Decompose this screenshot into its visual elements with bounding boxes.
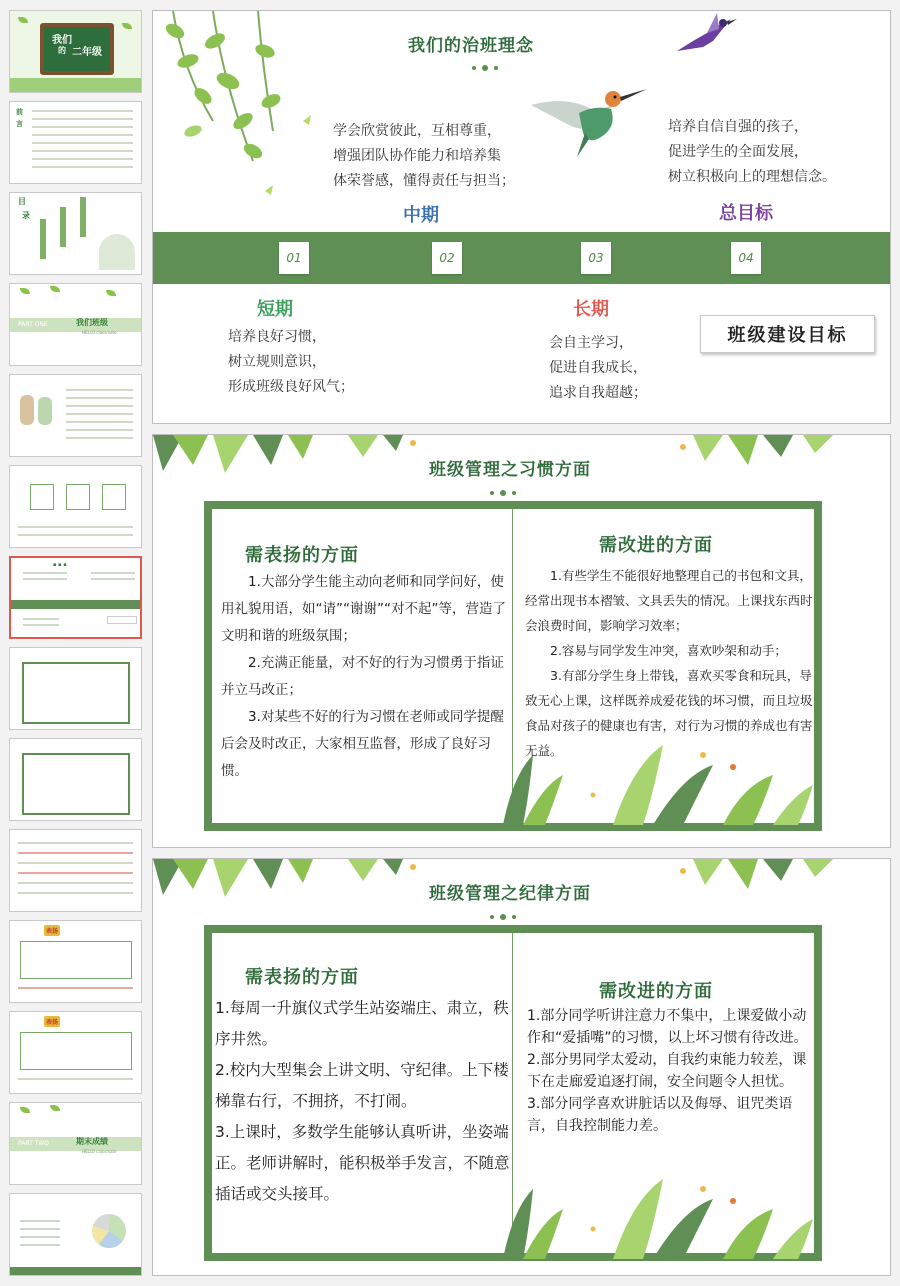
improve-content: 1.部分同学听讲注意力不集中，上课爱做小动作和“爱插嘴”的习惯，以上坏习惯有待改进。 2.部分男同学太爱动，自我约束能力较差，课下在走廊爱追逐打闹，安全问题令人担忧。 3.部分同学喜欢讲脏话以及侮辱、诅咒类语言，自我控制能力差。 bbox=[527, 1008, 808, 1134]
thumb-part-label: PART TWO bbox=[18, 1140, 49, 1147]
slide-thumbnail-9[interactable] bbox=[9, 738, 142, 821]
thumb-part-subtitle: HELLO classmate bbox=[82, 330, 117, 335]
thumb-text-line bbox=[18, 852, 133, 854]
slide-thumbnail-4[interactable] bbox=[9, 283, 142, 366]
slide-thumbnail-5[interactable] bbox=[9, 374, 142, 457]
praise-content: 1.每周一升旗仪式学生站姿端庄、肃立，秩序井然。 2.校内大型集会上讲文明、守纪律。上下楼梯靠右行，不拥挤，不打闹。 3.上课时，多数学生能够认真听讲，坐姿端正。老师讲解时，能积极举手发言，不随意插话或交头接耳。 bbox=[215, 999, 510, 1203]
thumb-panel bbox=[20, 941, 132, 979]
thumb-text-line bbox=[20, 1244, 60, 1246]
slide-title: 班级管理之习惯方面 bbox=[429, 460, 591, 480]
thumb-text-line bbox=[66, 413, 133, 415]
improve-heading: 需改进的方面 bbox=[599, 535, 713, 556]
slide-class-philosophy bbox=[152, 10, 891, 424]
thumb-text-line bbox=[23, 578, 67, 580]
thumb-text-line bbox=[66, 421, 133, 423]
step-number-04: 04 bbox=[731, 242, 761, 274]
leaf-decoration-icon bbox=[20, 1107, 30, 1113]
thumb-text-line bbox=[32, 166, 133, 168]
slide-thumbnail-panel bbox=[0, 0, 150, 1286]
leaf-decoration-icon bbox=[106, 290, 116, 296]
mid-term-text: 学会欣赏彼此，互相尊重， 增强团队协作能力和培养集 体荣誉感，懂得责任与担当； bbox=[333, 123, 515, 189]
leaf-decoration-icon bbox=[50, 1105, 60, 1111]
thumb-text-line bbox=[23, 618, 59, 620]
bottom-plants-decoration bbox=[493, 1169, 823, 1259]
thumb-text-line bbox=[32, 134, 133, 136]
thumb-text-line bbox=[18, 872, 133, 874]
class-building-goal-box: 班级建设目标 bbox=[700, 315, 875, 353]
thumb-title-text: 二年级 bbox=[72, 47, 102, 58]
title-dots-decoration bbox=[487, 904, 519, 910]
hanging-vine-icon bbox=[153, 11, 313, 211]
thumb-text-line bbox=[18, 987, 133, 989]
title-dots-decoration bbox=[469, 55, 501, 61]
thumb-heading: 言 bbox=[16, 120, 23, 128]
willow-tree-icon bbox=[99, 234, 135, 270]
thumb-text-line bbox=[32, 118, 133, 120]
improve-heading: 需改进的方面 bbox=[599, 981, 713, 1002]
thumb-text-line bbox=[66, 397, 133, 399]
thumb-text-line bbox=[20, 1236, 60, 1238]
praise-heading: 需表扬的方面 bbox=[245, 545, 359, 566]
thumb-title-text: 的 bbox=[58, 46, 66, 55]
thumb-toc-bar bbox=[80, 197, 86, 237]
mid-term-label: 中期 bbox=[403, 205, 439, 226]
thumb-toc-bar bbox=[60, 207, 66, 247]
leaf-decoration-icon bbox=[18, 17, 28, 23]
thumb-part-title: 我们班级 bbox=[76, 318, 108, 327]
thumb-part-subtitle: HELLO classmate bbox=[82, 1149, 117, 1154]
long-term-label: 长期 bbox=[573, 299, 609, 320]
thumb-text-line bbox=[18, 842, 133, 844]
slide-title: 班级管理之纪律方面 bbox=[429, 884, 591, 904]
thumb-text-line bbox=[32, 126, 133, 128]
step-number-02: 02 bbox=[432, 242, 462, 274]
thumb-text-line bbox=[91, 578, 135, 580]
improve-content: 1.有些学生不能很好地整理自己的书包和文具，经常出现书本褶皱、文具丢失的情况。上课找东西时会浪费时间，影响学习效率； 2.容易与同学发生冲突，喜欢吵架和动手； 3.有部分学生身上带钱，喜欢买零食和玩具，导致无心上课，这样既养成爱花钱的坏习惯，而且垃圾食品对孩子的健康也有害，对行为习惯的养成也有害无益。 bbox=[525, 568, 813, 758]
thumb-text-line bbox=[32, 142, 133, 144]
thumb-text-line bbox=[32, 110, 133, 112]
thumb-title-text: ▪ ▪ ▪ bbox=[53, 562, 67, 568]
leaf-decoration-icon bbox=[122, 23, 132, 29]
slide-thumbnail-6[interactable] bbox=[9, 465, 142, 548]
thumb-text-line bbox=[18, 862, 133, 864]
thumb-text-line bbox=[66, 429, 133, 431]
slide-title: 我们的治班理念 bbox=[408, 36, 534, 56]
overall-goal-label: 总目标 bbox=[719, 203, 773, 224]
thumb-text-line bbox=[32, 158, 133, 160]
child-figure-icon bbox=[38, 397, 52, 425]
thumb-text-line bbox=[91, 572, 135, 574]
slide-thumbnail-8[interactable] bbox=[9, 647, 142, 730]
thumb-band bbox=[11, 600, 140, 609]
hummingbird-purple-icon bbox=[673, 11, 737, 63]
thumb-text-line bbox=[23, 572, 67, 574]
thumb-panel bbox=[20, 1032, 132, 1070]
thumb-text-line bbox=[66, 405, 133, 407]
step-number-01: 01 bbox=[279, 242, 309, 274]
child-figure-icon bbox=[20, 395, 34, 425]
praise-badge: 表扬 bbox=[44, 1016, 60, 1027]
thumb-text-line bbox=[23, 624, 59, 626]
slide-thumbnail-13[interactable] bbox=[9, 1102, 142, 1185]
thumb-frame bbox=[22, 753, 130, 815]
slide-thumbnail-1[interactable] bbox=[9, 10, 142, 93]
short-term-text: 培养良好习惯， 树立规则意识， 形成班级良好风气； bbox=[228, 329, 354, 395]
thumb-text-line bbox=[66, 437, 133, 439]
slide-thumbnail-12[interactable] bbox=[9, 1011, 142, 1094]
slide-thumbnail-10[interactable] bbox=[9, 829, 142, 912]
thumb-toc-bar bbox=[40, 219, 46, 259]
thumb-text-line bbox=[18, 534, 133, 536]
thumb-part-title: 期末成绩 bbox=[76, 1137, 108, 1146]
thumb-text-line bbox=[32, 150, 133, 152]
thumb-photo-box bbox=[30, 484, 54, 510]
praise-badge: 表扬 bbox=[44, 925, 60, 936]
thumb-heading: 目 bbox=[18, 197, 26, 206]
thumb-text-line bbox=[18, 526, 133, 528]
thumb-photo-box bbox=[102, 484, 126, 510]
chalkboard-icon bbox=[40, 23, 114, 75]
thumb-heading: 前 bbox=[16, 108, 23, 116]
leaf-decoration-icon bbox=[20, 288, 30, 294]
praise-heading: 需表扬的方面 bbox=[245, 967, 359, 988]
slide-thumbnail-7-current[interactable] bbox=[9, 556, 142, 639]
thumb-text-line bbox=[18, 1078, 133, 1080]
praise-content: 1.大部分学生能主动向老师和同学问好，使用礼貌用语，如“请”“谢谢”“对不起”等，营造了文明和谐的班级氛围； 2.充满正能量，对不好的行为习惯勇于指证并立马改正； 3.对某些不好的行为习惯在老师或同学提醒后会及时改正，大家相互监督，形成了良好习惯。 bbox=[221, 574, 506, 779]
thumb-text-line bbox=[66, 389, 133, 391]
thumb-frame bbox=[22, 662, 130, 724]
slide-discipline-management bbox=[152, 858, 891, 1276]
hummingbird-green-icon bbox=[529, 75, 647, 159]
leaf-decoration-icon bbox=[50, 286, 60, 292]
thumb-photo-box bbox=[66, 484, 90, 510]
slide-thumbnail-14[interactable] bbox=[9, 1193, 142, 1276]
grass-decoration bbox=[10, 78, 141, 92]
thumb-text-line bbox=[20, 1220, 60, 1222]
pie-chart-icon bbox=[92, 1214, 126, 1248]
slide-thumbnail-2[interactable] bbox=[9, 101, 142, 184]
title-dots-decoration bbox=[487, 480, 519, 486]
timeline-band bbox=[153, 232, 891, 284]
thumb-band bbox=[10, 1267, 141, 1275]
thumb-text-line bbox=[18, 892, 133, 894]
slide-thumbnail-3[interactable] bbox=[9, 192, 142, 275]
slide-thumbnail-11[interactable] bbox=[9, 920, 142, 1003]
thumb-text-line bbox=[20, 1228, 60, 1230]
thumb-part-label: PART ONE bbox=[18, 321, 48, 328]
overall-goal-text: 培养自信自强的孩子， 促进学生的全面发展， 树立积极向上的理想信念。 bbox=[668, 119, 836, 185]
short-term-label: 短期 bbox=[257, 299, 293, 320]
thumb-text-line bbox=[18, 882, 133, 884]
thumb-heading: 录 bbox=[22, 211, 30, 220]
slide-habit-management bbox=[152, 434, 891, 848]
step-number-03: 03 bbox=[581, 242, 611, 274]
long-term-text: 会自主学习， 促进自我成长， 追求自我超越； bbox=[549, 335, 647, 401]
thumb-title-text: 我们 bbox=[52, 35, 72, 46]
thumb-label-box bbox=[107, 616, 137, 624]
